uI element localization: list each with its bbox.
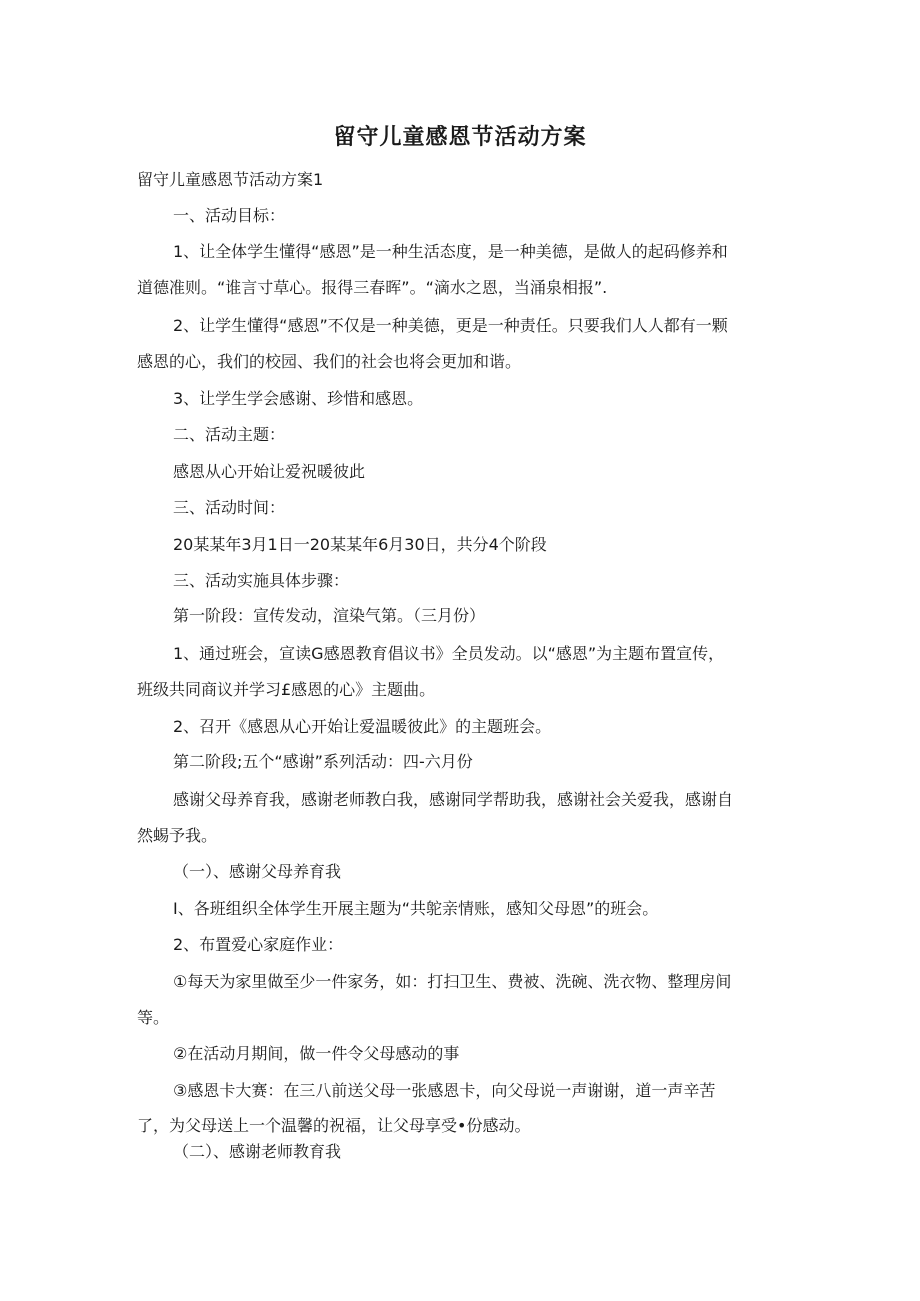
- paragraph-line: 道德准则。“谁言寸草心。报得三春晖”。“滴水之恩，当涌泉相报”.: [137, 278, 608, 297]
- paragraph-line: 3、让学生学会感谢、珍惜和感恩。: [173, 389, 424, 408]
- paragraph-line: 然蜴予我。: [137, 826, 218, 845]
- paragraph-line: 了，为父母送上一个温馨的祝福，让父母享受•份感动。: [137, 1116, 531, 1135]
- paragraph-line: 二、活动主题：: [173, 425, 286, 444]
- paragraph-line: ②在活动月期间，做一件令父母感动的事: [173, 1044, 460, 1063]
- paragraph-line: 1、通过班会，宣读G感恩教育倡议书》全员发动。以“感恩”为主题布置宣传，: [173, 644, 725, 663]
- paragraph-line: 等。: [137, 1008, 170, 1027]
- paragraph-line: （一）、感谢父母养育我: [173, 862, 342, 881]
- paragraph-line: 感恩从心开始让爱祝暖彼此: [173, 462, 366, 481]
- document-title: 留守儿童感恩节活动方案: [333, 125, 587, 150]
- paragraph-line: （二）、感谢老师教育我: [173, 1142, 342, 1161]
- paragraph-line: 第二阶段;五个“感谢”系列活动：四-六月份: [173, 752, 473, 771]
- paragraph-line: 2、召开《感恩从心开始让爱温暖彼此》的主题班会。: [173, 717, 552, 736]
- paragraph-line: 20某某年3月1日一20某某年6月30日，共分4个阶段: [173, 535, 547, 554]
- paragraph-line: I、各班组织全体学生开展主题为“共鸵亲情账，感知父母恩”的班会。: [173, 899, 659, 918]
- paragraph-line: ③感恩卡大赛：在三八前送父母一张感恩卡，向父母说一声谢谢，道一声辛苦: [173, 1081, 716, 1100]
- paragraph-line: 班级共同商议并学习£感恩的心》主题曲。: [137, 680, 436, 699]
- paragraph-line: 三、活动时间：: [173, 498, 286, 517]
- paragraph-line: 感恩的心，我们的校园、我们的社会也将会更加和谐。: [137, 352, 522, 371]
- paragraph-line: ①每天为家里做至少一件家务，如：打扫卫生、费被、洗碗、洗衣物、整理房间: [173, 972, 732, 991]
- paragraph-line: 感谢父母养育我，感谢老师教白我，感谢同学帮助我，感谢社会关爱我，感谢自: [173, 790, 734, 809]
- section-heading: 留守儿童感恩节活动方案1: [137, 170, 324, 189]
- paragraph-line: 2、布置爱心家庭作业：: [173, 935, 344, 954]
- paragraph-line: 三、活动实施具体步骤：: [173, 571, 350, 590]
- paragraph-line: 一、活动目标：: [173, 206, 286, 225]
- paragraph-line: 第一阶段：宣传发动，渲染气第。（三月份）: [173, 606, 486, 625]
- paragraph-line: 1、让全体学生懂得“感恩”是一种生活态度，是一种美德，是做人的起码修养和: [173, 242, 728, 261]
- paragraph-line: 2、让学生懂得“感恩”不仅是一种美德，更是一种责任。只要我们人人都有一颗: [173, 316, 728, 335]
